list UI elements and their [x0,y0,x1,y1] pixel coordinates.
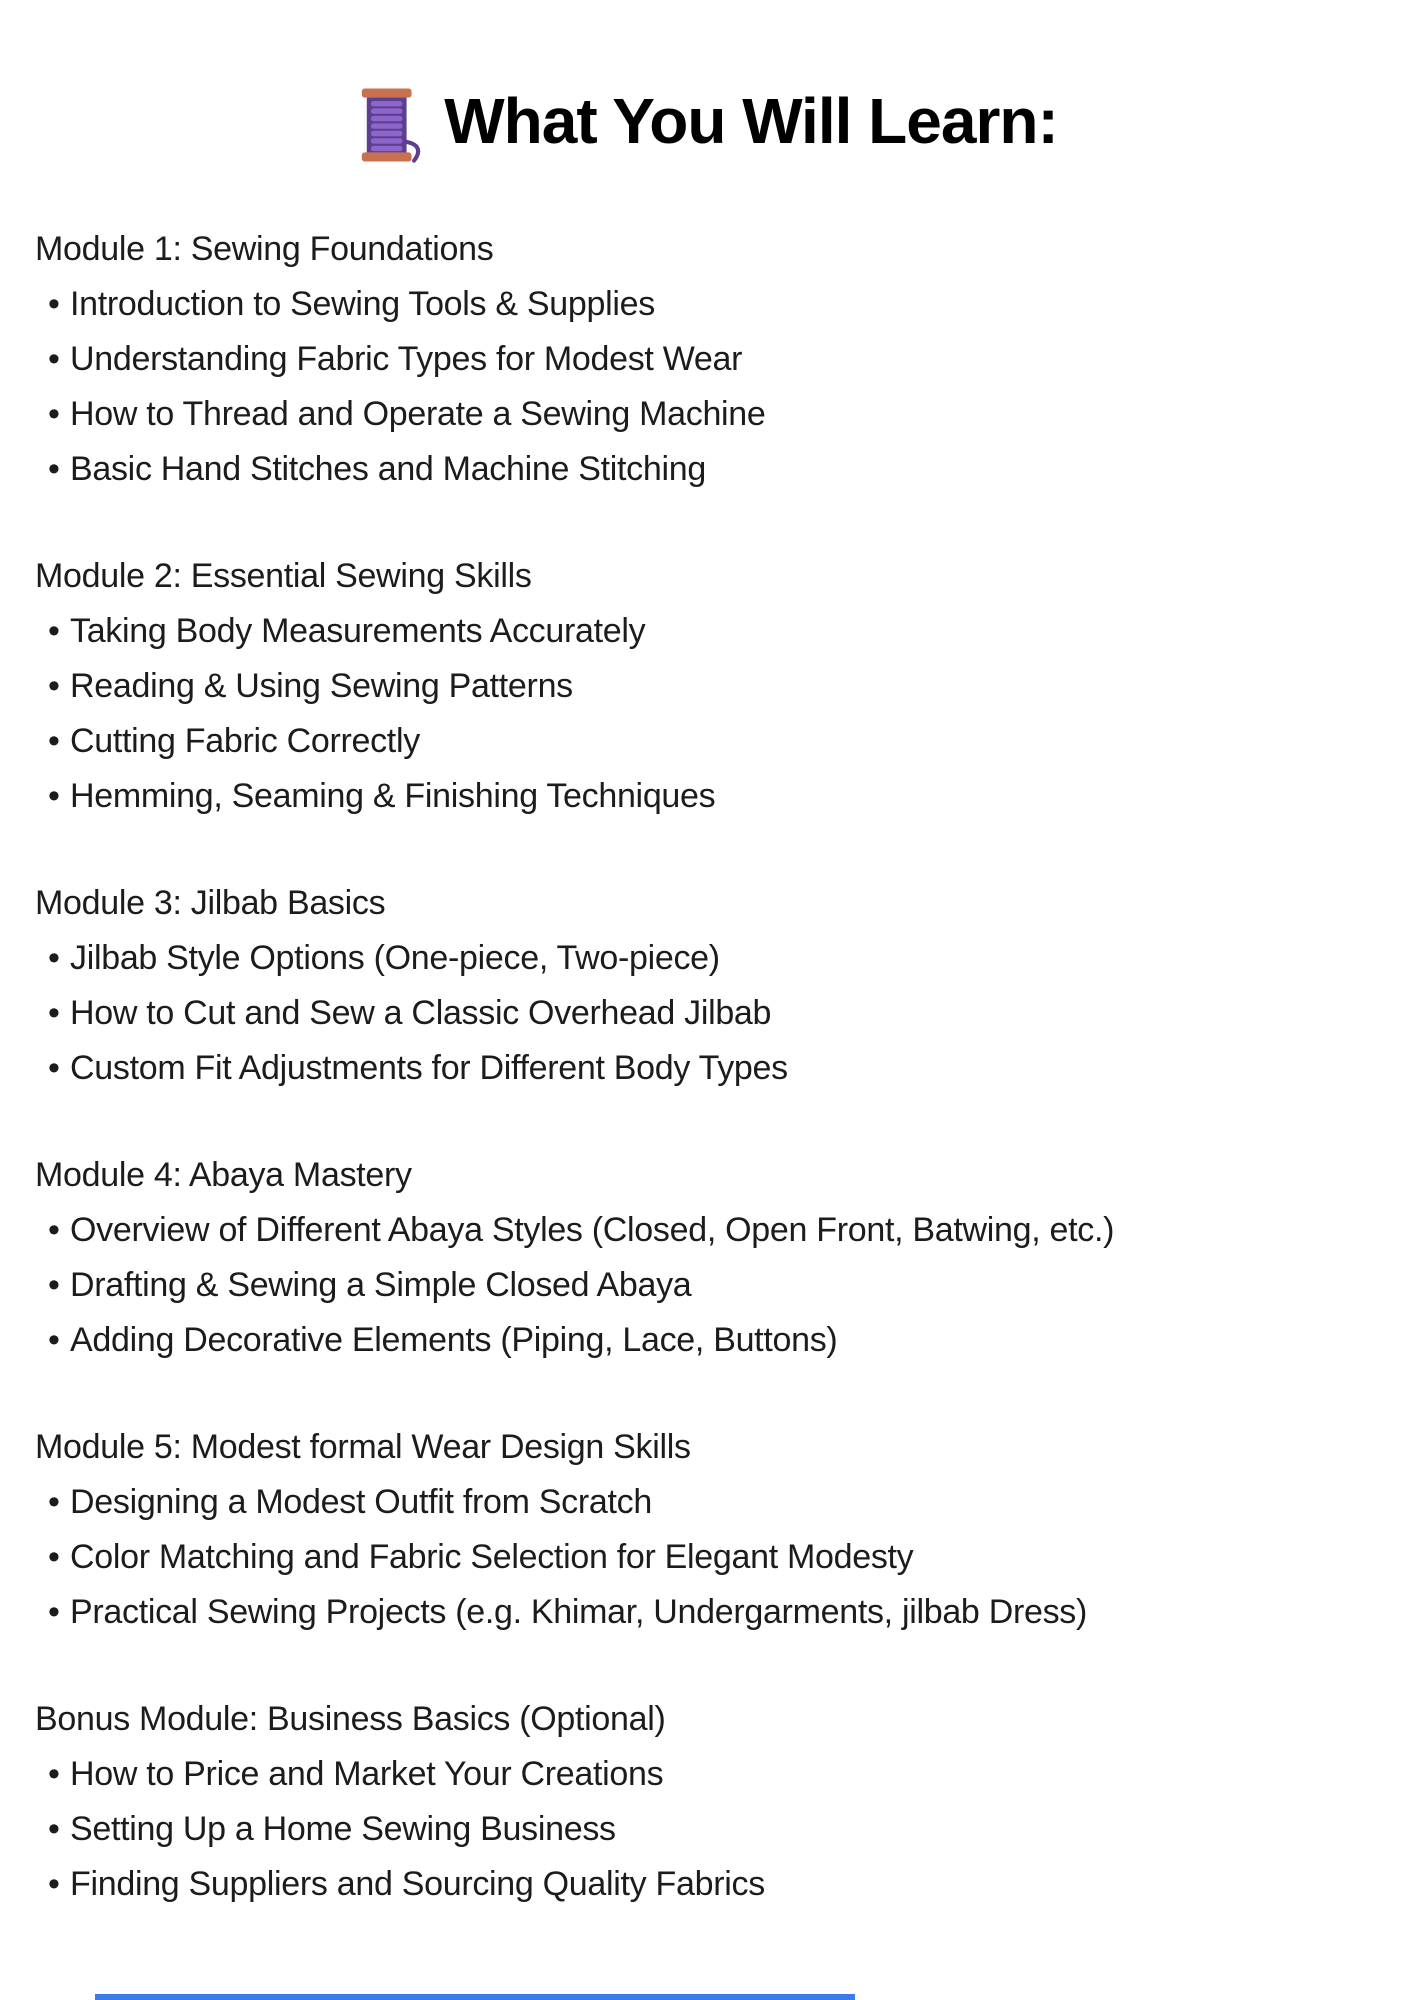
bullet-text: How to Cut and Sew a Classic Overhead Jilbab [70,994,772,1032]
module-heading: Module 4: Abaya Mastery [35,1156,412,1194]
bullet-text: Overview of Different Abaya Styles (Closed, Open Front, Batwing, etc.) [70,1211,1115,1249]
page-header [0,78,1414,164]
bullet-item [35,769,1414,824]
bullet-item [35,714,1414,769]
bullet-marker: • [48,939,60,977]
bullet-marker: • [48,450,60,488]
bullet-marker: • [48,1865,60,1903]
bullet-text: Finding Suppliers and Sourcing Quality Fabrics [70,1865,765,1903]
bullet-text: Custom Fit Adjustments for Different Body Types [70,1049,788,1087]
bullet-text: Adding Decorative Elements (Piping, Lace, Buttons) [70,1321,838,1359]
bullet-item [35,659,1414,714]
module-heading: Module 2: Essential Sewing Skills [35,557,532,595]
bullet-marker: • [48,994,60,1032]
module-section [35,1420,1414,1640]
bullet-text: How to Thread and Operate a Sewing Machine [70,395,766,433]
bullet-item [35,442,1414,497]
bullet-text: Setting Up a Home Sewing Business [70,1810,616,1848]
module-heading: Bonus Module: Business Basics (Optional) [35,1700,666,1738]
module-heading: Module 5: Modest formal Wear Design Skills [35,1428,691,1466]
module-section [35,1148,1414,1368]
bullet-item [35,1313,1414,1368]
bullet-marker: • [48,1538,60,1576]
bullet-item [35,1041,1414,1096]
module-heading: Module 3: Jilbab Basics [35,884,386,922]
bullet-marker: • [48,1593,60,1631]
bullet-item [35,332,1414,387]
bullet-marker: • [48,340,60,378]
bullet-text: Taking Body Measurements Accurately [70,612,646,650]
bottom-accent-bar [95,1994,855,2000]
bullet-text: Reading & Using Sewing Patterns [70,667,573,705]
bullet-text: Understanding Fabric Types for Modest Wear [70,340,743,378]
module-list [35,222,1414,1912]
bullet-text: Basic Hand Stitches and Machine Stitching [70,450,706,488]
bullet-text: Drafting & Sewing a Simple Closed Abaya [70,1266,692,1304]
bullet-text: How to Price and Market Your Creations [70,1755,664,1793]
bullet-item [35,387,1414,442]
thread-spool-icon [356,82,424,168]
bullet-marker: • [48,722,60,760]
bullet-item [35,277,1414,332]
bullet-text: Introduction to Sewing Tools & Supplies [70,285,655,323]
bullet-marker: • [48,777,60,815]
bullet-item [35,1530,1414,1585]
module-section [35,876,1414,1096]
bullet-marker: • [48,1755,60,1793]
bullet-marker: • [48,667,60,705]
bullet-marker: • [48,285,60,323]
bullet-marker: • [48,1810,60,1848]
bullet-text: Practical Sewing Projects (e.g. Khimar, Undergarments, jilbab Dress) [70,1593,1087,1631]
bullet-marker: • [48,1321,60,1359]
bullet-item [35,1475,1414,1530]
bullet-item [35,1857,1414,1912]
bullet-marker: • [48,612,60,650]
bullet-item [35,604,1414,659]
bullet-marker: • [48,395,60,433]
bullet-text: Color Matching and Fabric Selection for Elegant Modesty [70,1538,914,1576]
bullet-item [35,1747,1414,1802]
bullet-item [35,1203,1414,1258]
bullet-marker: • [48,1211,60,1249]
bullet-text: Jilbab Style Options (One-piece, Two-piece) [70,939,720,977]
bullet-item [35,1802,1414,1857]
bullet-item [35,931,1414,986]
bullet-marker: • [48,1483,60,1521]
bullet-text: Cutting Fabric Correctly [70,722,420,760]
bullet-text: Designing a Modest Outfit from Scratch [70,1483,652,1521]
module-section [35,222,1414,497]
bullet-item [35,1258,1414,1313]
bullet-marker: • [48,1049,60,1087]
page-title: What You Will Learn: [444,85,1058,157]
module-section [35,1692,1414,1912]
module-section [35,549,1414,824]
bullet-marker: • [48,1266,60,1304]
module-heading: Module 1: Sewing Foundations [35,230,494,268]
bullet-item [35,1585,1414,1640]
bullet-item [35,986,1414,1041]
bullet-text: Hemming, Seaming & Finishing Techniques [70,777,716,815]
